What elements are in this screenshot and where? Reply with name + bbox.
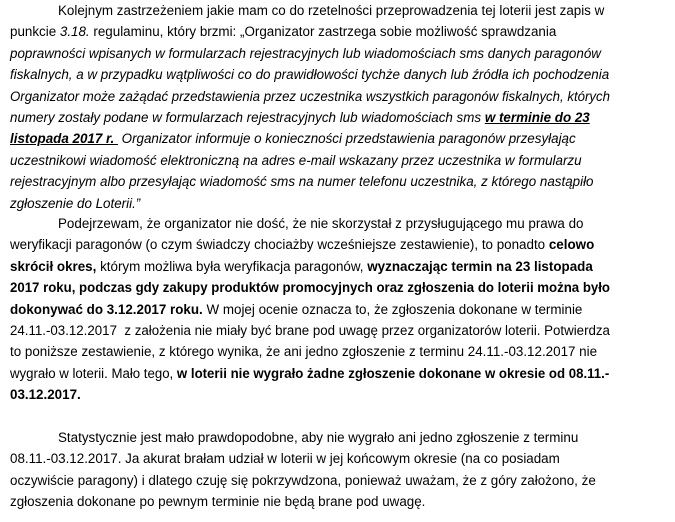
text-run-bold: 03.12.2017. <box>10 387 81 403</box>
paragraph-3 <box>10 427 610 513</box>
text-line <box>10 277 610 298</box>
text-line <box>10 234 610 255</box>
text-run: wygrało w loterii. Mało tego, <box>10 365 177 381</box>
text-run: punkcie <box>10 24 60 40</box>
text-run-bold: wyznaczając termin na 23 listopada <box>367 258 593 274</box>
text-line <box>10 299 610 320</box>
text-run: regulaminu, który brzmi: „Organizator zastrzega sobie możliwość sprawdzania <box>89 24 557 40</box>
text-line <box>10 427 610 448</box>
text-run: Kolejnym zastrzeżeniem jakie mam co do rzetelności przeprowadzenia tej loterii jest zapis w <box>58 3 605 18</box>
text-line <box>10 256 610 277</box>
text-run-deadline: listopada 2017 r. <box>10 131 118 147</box>
text-line <box>10 43 610 64</box>
text-line <box>10 150 610 171</box>
text-run: Organizator informuje o konieczności przedstawienia paragonów przesyłając <box>117 131 576 147</box>
text-run: Organizator może zażądać przedstawienia przez uczestnika wszystkich paragonów fiskalnych, których <box>10 88 611 104</box>
text-line <box>10 21 610 42</box>
text-run: to poniższe zestawienie, z którego wynika, że ani jedno zgłoszenie z terminu 24.11.-03.12.2017 nie <box>10 344 598 360</box>
text-line <box>10 0 610 21</box>
text-line <box>10 363 610 384</box>
text-run-bold: celowo <box>548 237 595 253</box>
text-line <box>10 64 610 85</box>
text-run-bold: 2017 roku, podczas gdy zakupy produktów promocyjnych oraz zgłoszenia do loterii można było <box>10 280 611 296</box>
text-run: W mojej ocenie oznacza to, że zgłoszenia dokonane w terminie <box>202 301 583 317</box>
text-run: Podejrzewam, że organizator nie dość, że nie skorzystał z przysługującego mu prawa do <box>58 216 584 231</box>
text-run: 24.11.-03.12.2017 z założenia nie miały być brane pod uwagę przez organizatorów loterii. Potwierdza <box>10 322 610 338</box>
text-run: poprawności wpisanych w formularzach rejestracyjnych lub wiadomościach sms danych paragonów <box>10 45 601 61</box>
text-run-bold: dokonywać do 3.12.2017 roku. <box>10 301 203 317</box>
text-run: 3.18. <box>59 24 90 40</box>
text-run: uczestnikowi wiadomość elektroniczną na adres e-mail wskazany przez uczestnika w formularzu <box>10 152 582 168</box>
text-line <box>10 171 610 192</box>
text-line <box>10 128 610 149</box>
text-run: weryfikacji paragonów (o czym świadczy chociażby wcześniejsze zestawienie), to ponadto <box>10 237 546 253</box>
paragraph-2 <box>10 213 610 406</box>
text-line <box>10 384 610 405</box>
text-run: zgłoszenia dokonane po pewnym terminie nie będą brane pod uwagę. <box>10 494 426 510</box>
text-line <box>10 341 610 362</box>
text-run: rejestracyjnym albo przesyłając wiadomość sms na numer telefonu uczestnika, z którego nastąpiło <box>10 174 594 190</box>
paragraph-1 <box>10 0 610 214</box>
text-run: fiskalnych, a w przypadku wątpliwości co do prawidłowości tychże danych lub źródła ich pochodzenia <box>10 67 610 83</box>
text-run: 08.11.-03.12.2017. Ja akurat brałam udział w loterii w jej końcowym okresie (na co posiadam <box>10 451 560 467</box>
text-line <box>10 193 610 214</box>
text-line <box>10 470 610 491</box>
text-line <box>10 320 610 341</box>
text-line <box>10 213 610 234</box>
text-run-bold: skrócił okres, <box>10 258 97 274</box>
text-line <box>10 86 610 107</box>
text-line <box>10 107 610 128</box>
text-run: oczywiście paragony) i dlatego czuję się pokrzywdzona, ponieważ uważam, że z góry założono, że <box>10 472 596 488</box>
text-line <box>10 448 610 469</box>
text-run-deadline: w terminie do 23 <box>484 109 590 125</box>
text-run: numery zostały podane w formularzach rejestracyjnych lub wiadomościach sms <box>10 109 485 125</box>
text-line <box>10 491 610 512</box>
text-run: którym możliwa była weryfikacja paragonów, <box>96 258 368 274</box>
text-run: Statystycznie jest mało prawdopodobne, aby nie wygrało ani jedno zgłoszenie z terminu <box>58 430 579 445</box>
text-run: zgłoszenie do Loterii.” <box>10 195 141 211</box>
text-run-bold: w loterii nie wygrało żadne zgłoszenie dokonane w okresie od 08.11.- <box>176 365 610 381</box>
